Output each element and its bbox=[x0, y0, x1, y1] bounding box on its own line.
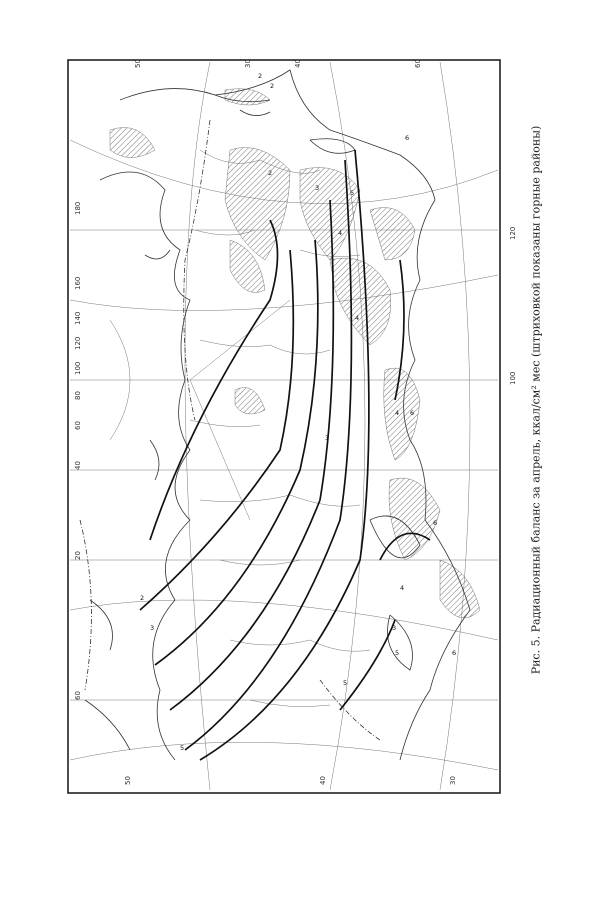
top-label: 30 bbox=[244, 59, 252, 68]
isoline-label: 2 bbox=[270, 82, 275, 90]
meridian-label: 80 bbox=[74, 391, 82, 400]
isoline-label: 4 bbox=[400, 584, 405, 592]
meridian-label: 140 bbox=[74, 311, 82, 325]
meridian-label: 100 bbox=[74, 361, 82, 375]
meridian-label: 180 bbox=[74, 201, 82, 215]
isoline-label: 3 bbox=[150, 624, 155, 632]
meridian-label: 120 bbox=[74, 336, 82, 350]
meridian-label: 60 bbox=[74, 421, 82, 430]
isoline-label: 4 bbox=[395, 409, 400, 417]
bottom-label: 60 bbox=[74, 691, 82, 700]
bottom-label: 40 bbox=[319, 776, 327, 785]
meridian-label: 40 bbox=[74, 461, 82, 470]
top-label: 60 bbox=[414, 59, 422, 68]
isoline-label: 5 bbox=[350, 189, 355, 197]
isoline-label: 3 bbox=[315, 184, 320, 192]
isoline-label: 6 bbox=[452, 649, 457, 657]
isoline-label: 5 bbox=[343, 679, 348, 687]
isoline-label: 6 bbox=[405, 134, 410, 142]
isoline-label: 4 bbox=[355, 314, 360, 322]
isoline-label: 5 bbox=[395, 649, 400, 657]
bottom-label: 50 bbox=[124, 776, 132, 785]
isoline-label: 6 bbox=[410, 409, 415, 417]
isoline-label: 2 bbox=[268, 169, 273, 177]
meridian-labels bbox=[74, 202, 517, 560]
bottom-labels bbox=[74, 691, 457, 785]
isoline-label: 3 bbox=[325, 434, 330, 442]
meridian-label: 120 bbox=[509, 226, 517, 240]
bottom-label: 30 bbox=[449, 776, 457, 785]
caption-text: Рис. 5. Радиационный баланс за апрель, ккал/см² мес (штриховкой показаны горные районы) bbox=[529, 125, 543, 675]
isoline-label: 4 bbox=[338, 229, 343, 237]
meridian-label: 160 bbox=[74, 276, 82, 290]
isoline-label: 3 bbox=[392, 624, 397, 632]
isoline-label: 2 bbox=[258, 72, 263, 80]
isoline-label: 6 bbox=[433, 519, 438, 527]
meridian-label: 100 bbox=[509, 371, 517, 385]
top-label: 40 bbox=[294, 59, 302, 68]
meridian-label: 20 bbox=[74, 551, 82, 560]
isoline-label: 2 bbox=[140, 594, 145, 602]
top-label: 50 bbox=[134, 59, 142, 68]
isoline-label: 5 bbox=[180, 744, 185, 752]
